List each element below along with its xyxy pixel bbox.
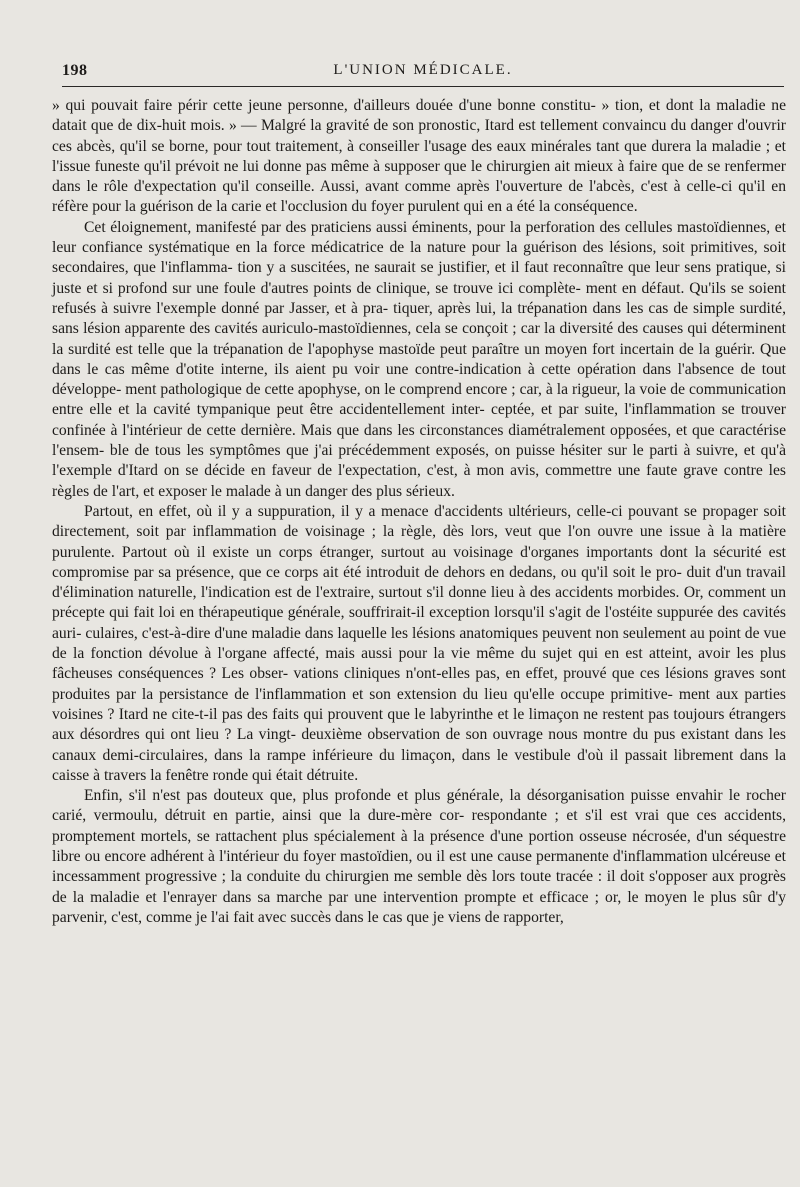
- paragraph-3: Partout, en effet, où il y a suppuration, il y a menace d'accidents ultérieurs, celle-ci pouvant se propager soit directement, soit par inflammation de voisinage ; la règle, dès lors, veut que l'on ouvre une issue à la matière purulente. Partout où il existe un corps étranger, surtout au voisinage d'organes importants dont la sécurité est compromise par sa présence, que ce corps ait été introduit de dehors en dedans, ou qu'il soit le pro- duit d'un travail d'élimination naturelle, l'indication est de l'extraire, surtout s'il donne lieu à des accidents morbides. Or, comment un précepte qui fait loi en thérapeutique générale, souffrirait-il exception lorsqu'il s'agit de l'ostéite suppurée des cavités auri- culaires, c'est-à-dire d'une maladie dans laquelle les lésions anatomiques peuvent non seulement au point de vue de la fonction dévolue à l'organe affecté, mais aussi pour la vie même du sujet qui en est atteint, avoir les plus fâcheuses conséquences ? Les obser- vations cliniques n'ont-elles pas, en effet, prouvé que ces lésions graves sont produites par la persistance de l'inflammation et son extension du lieu qu'elle occupe primitive- ment aux parties voisines ? Itard ne cite-t-il pas des faits qui prouvent que le labyrinthe et le limaçon ne restent pas toujours étrangers aux désordres qui ont lieu ? La vingt- deuxième observation de son ouvrage nous montre du pus existant dans les canaux demi-circulaires, dans la rampe inférieure du limaçon, dans le vestibule d'où il passait librement dans la caisse à travers la fenêtre ronde qui était détruite.: [52, 502, 786, 784]
- header-rule: [62, 86, 784, 87]
- paragraph-2: Cet éloignement, manifesté par des praticiens aussi éminents, pour la perforation des cellules mastoïdiennes, et leur confiance systématique en la force médicatrice de la nature pour la guérison des lésions, soit primitives, soit secondaires, que l'inflamma- tion y a suscitées, ne saurait se justifier, et il faut reconnaître que leur sens pratique, si juste et si profond sur une foule d'autres points de clinique, se trouve ici complète- ment en défaut. Qu'ils se soient refusés à suivre l'exemple donné par Jasser, et à pra- tiquer, après lui, la trépanation dans les cas de simple surdité, sans lésion apparente des cavités auriculo-mastoïdiennes, cela se conçoit ; car la diversité des causes qui déterminent la surdité est telle que la trépanation de l'apophyse mastoïde peut paraître un moyen fort incertain de la guérir. Que dans le cas même d'otite interne, ils aient pu voir une contre-indication à cette opération dans l'absence de tout développe- ment pathologique de cette apophyse, on le comprend encore ; car, à la rigueur, la voie de communication entre elle et la cavité tympanique peut être accidentellement inter- ceptée, et par suite, l'inflammation se trouver confinée à l'intérieur de cette dernière. Mais que dans les circonstances diamétralement opposées, et que caractérise l'ensem- ble de tous les symptômes que j'ai précédemment exposés, on puisse hésiter sur le parti à suivre, et qu'à l'exemple d'Itard on se décide en faveur de l'expectation, c'est, à mon avis, commettre une faute grave contre les règles de l'art, et exposer le malade à un danger des plus sérieux.: [52, 218, 786, 500]
- body-text: [52, 96, 786, 928]
- paragraph-1: » qui pouvait faire périr cette jeune personne, d'ailleurs douée d'une bonne constitu- » tion, et dont la maladie ne datait que de dix-huit mois. » — Malgré la gravité de son pronostic, Itard est tellement convaincu du danger d'ouvrir ces abcès, qu'il se borne, pour tout traitement, à conseiller l'usage des eaux minérales tant que durera la maladie ; et l'issue funeste qu'il prévoit ne lui donne pas même à supposer que le chirurgien ait mieux à faire que de se renfermer dans le rôle d'expectation qu'il conseille. Aussi, avant comme après l'ouverture de l'abcès, c'est à celle-ci qu'il en réfère pour la guérison de la carie et l'occlusion du foyer purulent qui en a été la conséquence.: [52, 97, 786, 216]
- paragraph-4: Enfin, s'il n'est pas douteux que, plus profonde et plus générale, la désorganisation puisse envahir le rocher carié, vermoulu, détruit en partie, ainsi que la dure-mère cor- respondante ; et s'il est vrai que ces accidents, promptement mortels, se rattachent plus spécialement à la présence d'une portion osseuse nécrosée, d'un séquestre libre ou encore adhérent à l'intérieur du foyer mastoïdien, ou il est une cause permanente d'inflammation ulcéreuse et incessamment progressive ; la conduite du chirurgien me semble dès lors toute tracée : il doit s'opposer aux progrès de la maladie et l'enrayer dans sa marche par une intervention prompte et efficace ; or, le moyen le plus sûr d'y parvenir, c'est, comme je l'ai fait avec succès dans le cas que je viens de rapporter,: [52, 787, 786, 926]
- page-number: 198: [62, 62, 88, 79]
- page-header: [62, 60, 784, 86]
- running-title: L'UNION MÉDICALE.: [333, 62, 513, 78]
